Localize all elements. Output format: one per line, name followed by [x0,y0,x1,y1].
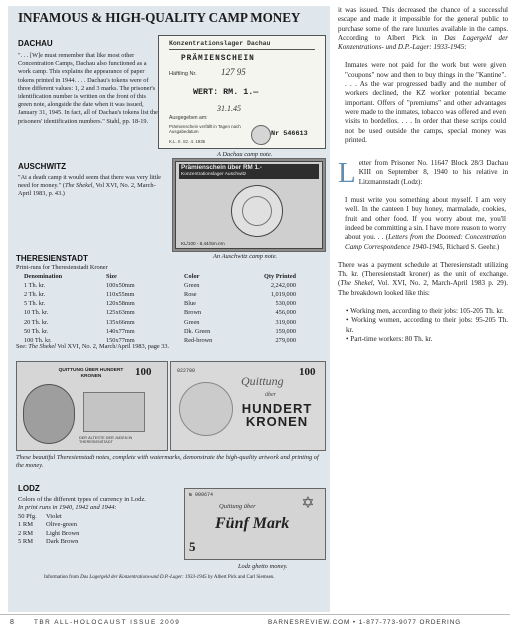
table-row [16,290,298,299]
cell-denomination: 20 Th. kr. [24,318,49,326]
theresienstadt-right-script: Quittung [241,374,284,388]
cell-size: 120x58mm [106,300,135,308]
theresienstadt-right-value: 100 [299,366,316,378]
footer-issue: TBR ALL-HOLOCAUST ISSUE 2009 [34,619,181,626]
right-p3-title: Letters from the Doomed: Concentration Camp Correspondence 1940-1945, [345,233,506,251]
theresienstadt-right-uber: über [265,392,276,398]
theresienstadt-note-right [170,361,326,451]
info-title: Das Lagergeld der Konzentrations-und D.P.-Lager: 1933-1945 [80,575,207,580]
cell-qty: 319,000 [275,318,296,326]
list-item [18,521,158,529]
lodz-info-source [44,575,275,580]
lodz-color: Dark Brown [46,538,79,546]
list-item [18,538,158,546]
auschwitz-source-rest: , Vol XVI, No. 2, March-April 1983, p. 43.) [18,182,156,198]
list-item [18,530,158,538]
auschwitz-note-subheader: Konzentrationslager Auschwitz [181,172,247,177]
cell-size: 150x77mm [106,336,135,344]
theresienstadt-note-left [16,361,168,451]
dachau-note-header: Konzentrationslager Dachau [169,40,271,47]
dachau-caption: A Dachau camp note. [217,151,273,158]
cell-denomination: 100 Th. kr. [24,336,52,344]
watermark-icon [179,382,233,436]
camp-stamp-icon [231,185,283,237]
table-row [16,308,298,317]
auschwitz-source-title: The Shekel [64,182,93,190]
theresienstadt-right-big: HUNDERT KRONEN [241,401,313,429]
cell-qty: 530,000 [275,300,296,308]
dachau-heading: DACHAU [18,39,53,48]
cell-qty: 456,000 [275,309,296,317]
lodz-denom: 5 RM [18,538,33,546]
theresienstadt-heading: THERESIENSTADT [16,254,88,263]
lodz-note-fuenf: Fünf Mark [215,515,290,532]
star-of-david-icon: ✡ [301,495,315,512]
cell-color: Green [184,318,200,326]
auschwitz-note-footer: KL/100 - 8.44/Sm.nrn [181,241,225,246]
cell-color: Brown [184,309,202,317]
theresienstadt-left-value: 100 [135,366,152,378]
lodz-intro: Colors of the different types of currency in Lodz. [18,496,146,503]
cell-qty: 279,000 [275,336,296,344]
lodz-denom: 1 RM [18,521,33,529]
stamp-icon [251,125,271,145]
auschwitz-source-open: ( [62,182,65,190]
list-item: • Working women, according to their jobs: 95-205 Th. kr. [346,316,508,334]
col-color: Color [184,273,200,281]
dachau-note-kl: K.L. II. Sz. 4. 1935 [169,139,206,144]
cell-color: Blue [184,300,196,308]
theresienstadt-see-ref [16,343,169,351]
right-p3-text: I must write you something about myself. I am very well. In the canteen I buy honey, marmalade, cookies, fruit and other food. If you worry about me, you'll indeed be committing a sin. I have more reason to worry about you. . . ( [345,196,506,242]
right-para-1 [338,6,508,52]
table-row [16,317,298,326]
lodz-denom: 50 Pfg. [18,512,37,520]
table-row [16,281,298,290]
right-p1-text: it was issued. This decreased the chance of a successful escape and made it impossible for the general public to purchase some of the rare luxuries available in the camps. According to Albert Pick in [338,6,508,42]
lodz-denom: 2 RM [18,529,33,537]
theresienstadt-subhead: Print-runs for Theresienstadt Kroner [16,264,108,271]
lodz-color: Violet [46,512,62,520]
theresienstadt-left-bottom-text: DER ÄLTESTE DER JUDEN IN THERESIENSTADT [79,436,133,445]
right-para-2: Inmates were not paid for the work but were given "coupons" now and then to buy things in the "Kantine". . . . As the war progressed badly and the number of workers declined, the KZ worker potential became important. Offers of "premiums" and other advantages were made to the inmates, tobacco was offered and even visits to bordellos. . . . In order that these scrips could not be used outside the camps, special money was printed. [345,61,506,144]
cell-denomination: 50 Th. kr. [24,327,49,335]
cell-qty: 2,242,000 [270,282,296,290]
cell-color: Red-brown [184,336,213,344]
cell-color: Green [184,282,200,290]
right-p4-title: The Shekel [340,279,373,288]
right-p4-text: There was a payment schedule at Theresienstadt utilizing Th. kr. (Theresienstadt kroner) as the unit of exchange. ( [338,260,508,288]
theresienstadt-caption: These beautiful Theresienstadt notes, complete with watermarks, demonstrate the high-quality artwork and printing of the money. [16,454,319,470]
print-runs-table [16,272,298,345]
auschwitz-note-image [172,158,326,252]
col-denomination: Denomination [24,273,63,281]
right-p3-end: Richard S. Geehr.) [444,242,500,251]
cell-size: 100x50mm [106,282,135,290]
camp-stamp-inner-ring [242,196,272,226]
cell-denomination: 10 Th. kr. [24,309,49,317]
footer-rule [0,614,510,615]
list-item [18,513,158,521]
lodz-color: Olive-green [46,521,78,529]
dachau-note-serial: Nr 546613 [271,130,308,138]
right-para-3 [338,196,508,252]
cell-color: Rose [184,291,197,299]
list-item: • Part-time workers: 80 Th. kr. [346,334,433,343]
table-row [16,299,298,308]
lodz-note-quittung: Quittung über [219,503,256,510]
theresienstadt-left-panel [83,392,145,432]
cell-size: 140x77mm [106,327,135,335]
lodz-note-image [184,488,326,560]
dachau-note-date: 31.1.45 [217,104,241,113]
dachau-note-haftling-value: 127 95 [221,67,246,77]
info-rest: by Albert Pick and Carl Siemsen. [206,575,275,580]
lodz-note-serial: № 000674 [189,492,214,498]
right-p1-end: : [464,43,467,52]
dachau-note-image [158,35,326,149]
cell-size: 135x66mm [106,318,135,326]
cell-size: 125x63mm [106,309,135,317]
dachau-note-haftling-label: Häftling Nr. [169,71,197,77]
cell-size: 110x55mm [106,291,135,299]
right-p1-title: Das Lagergeld der Konzentrations- und D.P.-Lager: 1933-1945 [338,33,509,52]
dachau-note-rule [169,49,315,50]
dachau-note-title: PRÄMIENSCHEIN [181,55,255,63]
cell-qty: 159,000 [275,327,296,335]
table-row [16,327,298,336]
cell-denomination: 1 Th. kr. [24,282,46,290]
footer-site: BARNESREVIEW.COM • 1-877-773-9077 ORDERING [268,619,462,626]
page-title: INFAMOUS & HIGH-QUALITY CAMP MONEY [18,10,301,25]
cell-qty: 1,019,000 [270,291,296,299]
lodz-print-runs: In print runs in 1940, 1942 and 1944: [18,504,117,512]
cell-color: Dk. Green [184,327,211,335]
cell-denomination: 5 Th. kr. [24,300,46,308]
lodz-color: Light Brown [46,529,80,537]
auschwitz-heading: AUSCHWITZ [18,162,66,171]
see-title: The Shekel [28,343,56,350]
see-rest: Vol XVI, No. 2, March/April 1983, page 33. [55,343,170,350]
right-letter-text: etter from Prisoner No. 11647 Block 28/3 Dachau KIII on September 8, 1940 to his relative in Litzmannstadt (Lodz): [358,159,508,186]
lodz-note-value: 5 [189,539,196,554]
footer-page-number: 8 [10,619,16,626]
auschwitz-note-header: Prämienschein über RM 1.- [181,164,262,171]
info-prefix: Information from [44,575,81,580]
dachau-note-small-text: Prämienschein verfällt in Tagen nach Ausgabedatum [169,124,241,135]
see-prefix: See: [16,343,29,350]
col-qty: Qty Printed [263,273,296,281]
print-runs-header-row [16,272,298,281]
dachau-body: ". . . [W]e must remember that like most other Concentration Camps, Dachau also functioned as a work camp. This explains the appearance of paper tokens printed in 1944. . . . Dachau's tokens were of three different values: 1, 2 and 3 marks. The prisoner's identification number is written on the front of this green note, alongside the date when it was issued, January 31, 1945. In fact, all of Dachau's tokens list the prisoners' identification numbers." Stahl, pp. 18-19. [18,52,158,125]
drop-cap: L [338,157,356,190]
dachau-note-value: WERT: RM. 1.— [193,87,259,97]
moses-portrait-icon [23,384,75,444]
lodz-list [18,496,158,546]
auschwitz-caption: An Auschwitz camp note. [213,253,278,260]
dachau-note-issued-label: Ausgegeben am: [169,115,208,121]
auschwitz-body [18,174,168,199]
right-p4-end: , Vol. XVI, No. 2, March-April 1983 p. 29). The breakdown looked like this: [338,279,508,297]
right-column [338,6,508,344]
right-letter-intro [338,157,508,190]
theresienstadt-right-serial: 022700 [177,368,196,374]
theresienstadt-left-top-text: QUITTUNG ÜBER HUNDERT KRONEN [58,368,124,379]
col-size: Size [106,273,117,281]
auschwitz-quote: "At a death camp it would seem that there was very little need for money." [18,174,161,190]
lodz-caption: Lodz ghetto money. [238,563,288,570]
right-para-4 [338,261,508,298]
lodz-heading: LODZ [18,484,40,493]
cell-denomination: 2 Th. kr. [24,291,46,299]
list-item: • Working men, according to their jobs: 105-205 Th. kr. [346,307,504,316]
